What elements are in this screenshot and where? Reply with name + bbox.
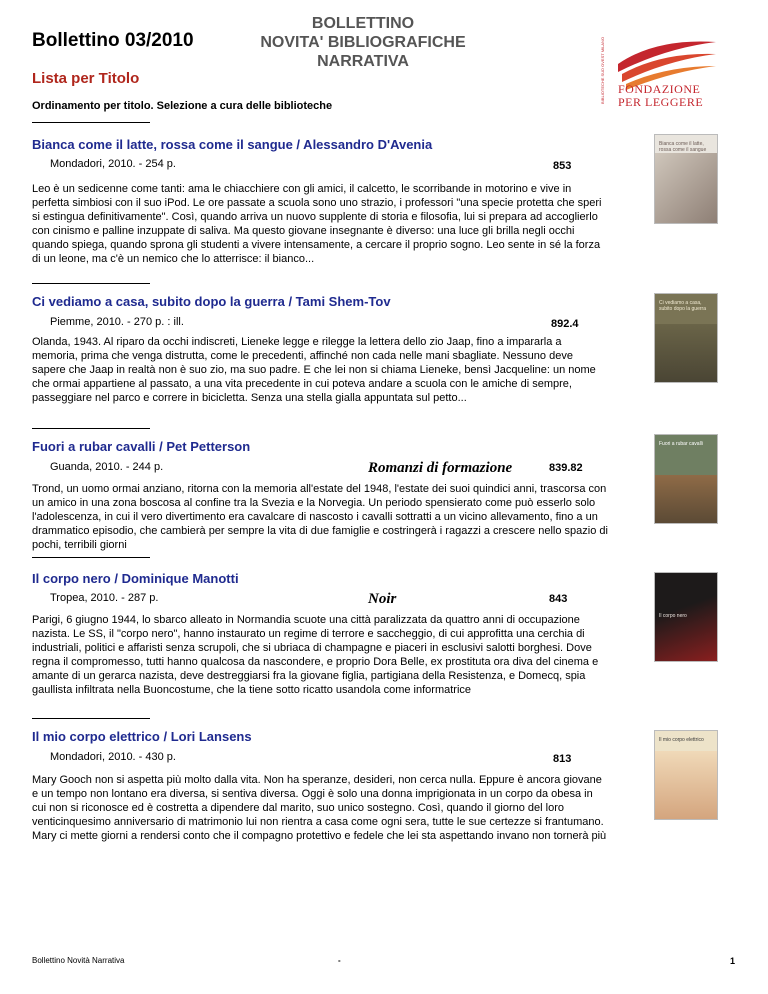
book-genre: Noir: [368, 591, 397, 607]
book-cover: [654, 293, 718, 383]
book-description: Trond, un uomo ormai anziano, ritorna con la memoria all'estate del 1948, l'estate dei suoi quindici anni, trascorsa con un amico in una zona boscosa al confine tra la Svezia e la Norvegia. Un periodo spensierato come può esserlo solo l'adolescenza, in cui il vero divertimento era cavalcare di nascosto i cavalli sottratti a un vicino allevamento, fino a un drammatico episodio, che cambierà per sempre la vita di due famiglie e costringerà i ragazzi a crescere nello spazio di pochi, terribili giorni: [32, 483, 608, 551]
book-cover: [654, 730, 718, 820]
separator-rule: [32, 428, 150, 429]
cover-photo: [655, 751, 717, 819]
book-genre: Romanzi di formazione: [368, 460, 513, 476]
cover-title: Il corpo nero: [659, 613, 687, 619]
separator-rule: [32, 718, 150, 719]
logo-line-1: FONDAZIONE: [618, 82, 701, 96]
book-code: 853: [553, 160, 572, 172]
book-description: Leo è un sedicenne come tanti: ama le chiacchiere con gli amici, il calcetto, le scorribande in motorino e vive in perfetta simbiosi con il suo iPod. Le ore passate a scuola sono uno strazio, i professori "una specie protetta che speri si estingua definitivamente". Così, quando arriva un nuovo supplente di storia e filosofia, lui si prepara ad accoglierlo con cinismo e palline inzuppate di saliva. Ma questo giovane insegnante è diverso: una luce gli brilla negli occhi quando spiega, quando sprona gli studenti a vivere intensamente, a cercare il proprio sogno. Leo sente in sé la forza di un leone, ma c'è un nemico che lo atterrisce: il bianco...: [32, 183, 602, 265]
list-label: Lista per Titolo: [32, 70, 140, 87]
book-title: Ci vediamo a casa, subito dopo la guerra / Tami Shem-Tov: [32, 294, 391, 309]
book-description: Mary Gooch non si aspetta più molto dalla vita. Non ha speranze, desideri, non cerca nulla. Eppure è ancora giovane e un tempo non lontano era diversa, si sentiva diversa. Oggi è solo una donna imprigionata in un corpo da obesa in cui non si riconosce ed è costretta a dipendere dal marito, suo unico sostegno. Così, quando il giorno del loro venticinquesimo anniversario di matrimonio lui non rientra a casa come ogni sera, tutte le sue certezze si frantumano. Mary ci mette giorni a rendersi conto che il compagno protettivo e fedele che lei sta aspettando invano non tornerà più: [32, 774, 607, 842]
book-publisher: Mondadori, 2010. - 254 p.: [50, 158, 176, 170]
ordering-note: Ordinamento per titolo. Selezione a cura delle biblioteche: [32, 100, 333, 112]
separator-rule: [32, 283, 150, 284]
heading-line-3: NARRATIVA: [317, 53, 409, 70]
cover-title: Ci vediamo a casa, subito dopo la guerra: [659, 300, 706, 312]
cover-photo: [655, 153, 717, 223]
book-cover: [654, 572, 718, 662]
heading-line-2: NOVITA' BIBLIOGRAFICHE: [260, 34, 466, 51]
page-number: 1: [730, 956, 736, 966]
book-title: Il mio corpo elettrico / Lori Lansens: [32, 729, 252, 744]
book-cover: [654, 434, 718, 524]
separator-rule: [32, 557, 150, 558]
book-description: Parigi, 6 giugno 1944, lo sbarco alleato in Normandia scuote una città paralizzata da quattro anni di occupazione nazista. Le SS, il "corpo nero", hanno instaurato un regime di terrore e saccheggio, di cui approfitta una cerchia di industriali, politici e affaristi senza scrupoli, che si ubriaca di champagne e piaceri in esclusivi salotti borghesi. Dove regna il compromesso, tutti hanno qualcosa da nascondere, e proprio Dora Belle, ex prostituta ora diva del cinema e amante di un gerarca nazista, deve destreggiarsi fra la giovane figlia, partigiana della Resistenza, e Domecq, spia gaullista infiltrata nella Buoncostume, che la tiene sotto ricatto usandola come informatrice: [32, 614, 599, 696]
book-code: 813: [553, 753, 572, 765]
heading-line-1: BOLLETTINO: [311, 15, 415, 32]
book-publisher: Guanda, 2010. - 244 p.: [50, 461, 164, 473]
book-code: 843: [549, 593, 568, 605]
fondazione-logo: [596, 24, 736, 108]
logo-line-2: PER LEGGERE: [618, 95, 704, 109]
separator-rule: [32, 122, 150, 123]
cover-title: Bianca come il latte, rossa come il sangue: [659, 141, 707, 153]
bulletin-title: Bollettino 03/2010: [32, 30, 194, 51]
logo-side-text: BIBLIOTECHE SUD OVEST MILANO: [600, 36, 605, 104]
bulletin-heading: [240, 14, 486, 71]
book-title: Bianca come il latte, rossa come il sangue / Alessandro D'Avenia: [32, 137, 433, 152]
book-title: Fuori a rubar cavalli / Pet Petterson: [32, 439, 251, 454]
cover-title: Fuori a rubar cavalli: [659, 441, 703, 447]
book-description: Olanda, 1943. Al riparo da occhi indiscreti, Lieneke legge e rilegge la lettera dello zio Jaap, fino a impararla a memoria, prima che venga distrutta, come le precedenti, affinché non cada nelle mani sbagliate. Nessuno deve sapere che Jaap in realtà non è suo zio, ma suo padre. E che lei non si chiama Lieneke, bensì Jacqueline: un nome che ormai appartiene al passato, a una vita precedente in cui poteva andare a scuola con le amiche di sempre, passeggiare nel parco e correre in bicicletta. Senza una stella gialla appuntata sul petto...: [32, 336, 596, 404]
book-title: Il corpo nero / Dominique Manotti: [32, 571, 239, 586]
book-code: 839.82: [549, 462, 583, 474]
book-cover: [654, 134, 718, 224]
book-publisher: Piemme, 2010. - 270 p. : ill.: [50, 316, 184, 328]
cover-photo: [655, 324, 717, 382]
footer-center: -: [338, 956, 341, 965]
cover-title: Il mio corpo elettrico: [659, 737, 704, 743]
footer-label: Bollettino Novità Narrativa: [32, 956, 125, 965]
book-publisher: Tropea, 2010. - 287 p.: [50, 592, 159, 604]
book-publisher: Mondadori, 2010. - 430 p.: [50, 751, 176, 763]
book-code: 892.4: [551, 318, 579, 330]
cover-photo: [655, 475, 717, 523]
